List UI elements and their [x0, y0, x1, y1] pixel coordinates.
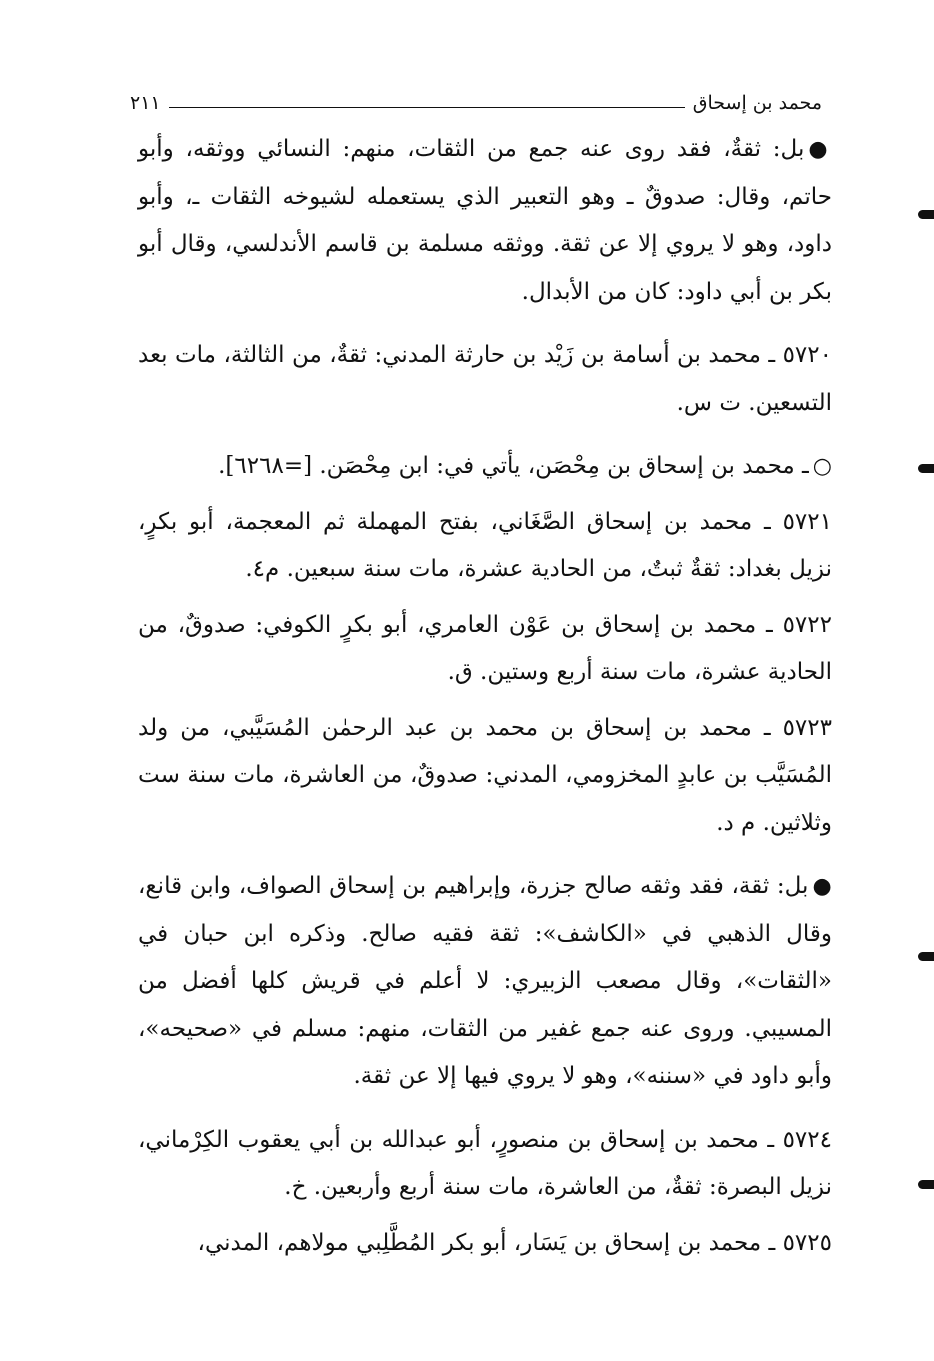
- page-body: [138, 126, 832, 1267]
- entry-text: ٥٧٢٢ ـ محمد بن إسحاق بن عَوْن العامري، أبو بكرٍ الكوفي: صدوقٌ، من الحادية عشرة، مات سنة أربع وستين. ق.: [138, 611, 832, 685]
- entry-text: بل: ثقة، فقد وثقه صالح جزرة، وإبراهيم بن إسحاق الصواف، وابن قانع، وقال الذهبي في «الكاشف»: ثقة فقيه صالح. وذكره ابن حبان في «الثقات»، وقال مصعب الزبيري: لا أعلم في قريش كلها أفضل من المسيبي. وروى عنه جمع غفير من الثقات، منهم: مسلم في «صحيحه»، وأبو داود في «سننه»، وهو لا يروي فيها إلا عن ثقة.: [138, 873, 832, 1089]
- scan-edge-mark: [918, 952, 934, 961]
- entry-text: ٥٧٢٠ ـ محمد بن أسامة بن زَيْد بن حارثة المدني: ثقةٌ، من الثالثة، مات بعد التسعين. ت س.: [138, 342, 832, 416]
- entry-paragraph: [138, 1220, 832, 1268]
- entry-text: ٥٧٢٣ ـ محمد بن إسحاق بن محمد بن عبد الرحمٰن المُسَيَّبي، من ولد المُسَيَّب بن عابدٍ المخزومي، المدني: صدوقٌ، من العاشرة، مات سنة ست وثلاثين. م د.: [138, 714, 832, 836]
- running-title: محمد بن إسحاق: [692, 92, 822, 114]
- scan-edge-mark: [918, 464, 934, 473]
- scan-edge-mark: [918, 1180, 934, 1189]
- entry-text: ٥٧٢٤ ـ محمد بن إسحاق بن منصورٍ، أبو عبدالله بن أبي يعقوب الكِرْماني، نزيل البصرة: ثقةٌ، من العاشرة، مات سنة أربع وأربعين. خ.: [138, 1126, 832, 1200]
- entry-paragraph: [138, 499, 832, 594]
- solid-circle-icon: ●: [812, 874, 832, 899]
- scan-edge-mark: [918, 210, 934, 219]
- page-header: [130, 88, 822, 114]
- entry-paragraph: [138, 332, 832, 427]
- entry-paragraph: [138, 126, 832, 316]
- hollow-circle-icon: ○: [812, 454, 832, 479]
- entry-paragraph: [138, 602, 832, 697]
- entry-text: ٥٧٢١ ـ محمد بن إسحاق الصَّغَاني، بفتح المهملة ثم المعجمة، أبو بكرٍ، نزيل بغداد: ثقةٌ ثبتٌ، من الحادية عشرة، مات سنة سبعين. م٤.: [138, 508, 832, 582]
- entry-paragraph: [138, 443, 832, 491]
- entry-text: ٥٧٢٥ ـ محمد بن إسحاق بن يَسَار، أبو بكر المُطَّلِبي مولاهم، المدني،: [197, 1229, 832, 1256]
- entry-paragraph: [138, 1117, 832, 1212]
- page-number: ٢١١: [130, 92, 161, 114]
- entry-paragraph: [138, 863, 832, 1101]
- entry-text: ـ محمد بن إسحاق بن مِحْصَن، يأتي في: ابن مِحْصَن. [=٦٢٦٨].: [218, 453, 809, 479]
- solid-circle-icon: ●: [808, 137, 832, 162]
- header-rule: [169, 107, 685, 108]
- entry-text: بل: ثقةٌ، فقد روى عنه جمع من الثقات، منهم: النسائي ووثقه، وأبو حاتم، وقال: صدوقٌ ـ وهو التعبير الذي يستعمله لشيوخه الثقات ـ، وأبو داود، وهو لا يروي إلا عن ثقة. ووثقه مسلمة بن قاسم الأندلسي، وقال أبو بكر بن أبي داود: كان من الأبدال.: [138, 136, 832, 305]
- entry-paragraph: [138, 705, 832, 848]
